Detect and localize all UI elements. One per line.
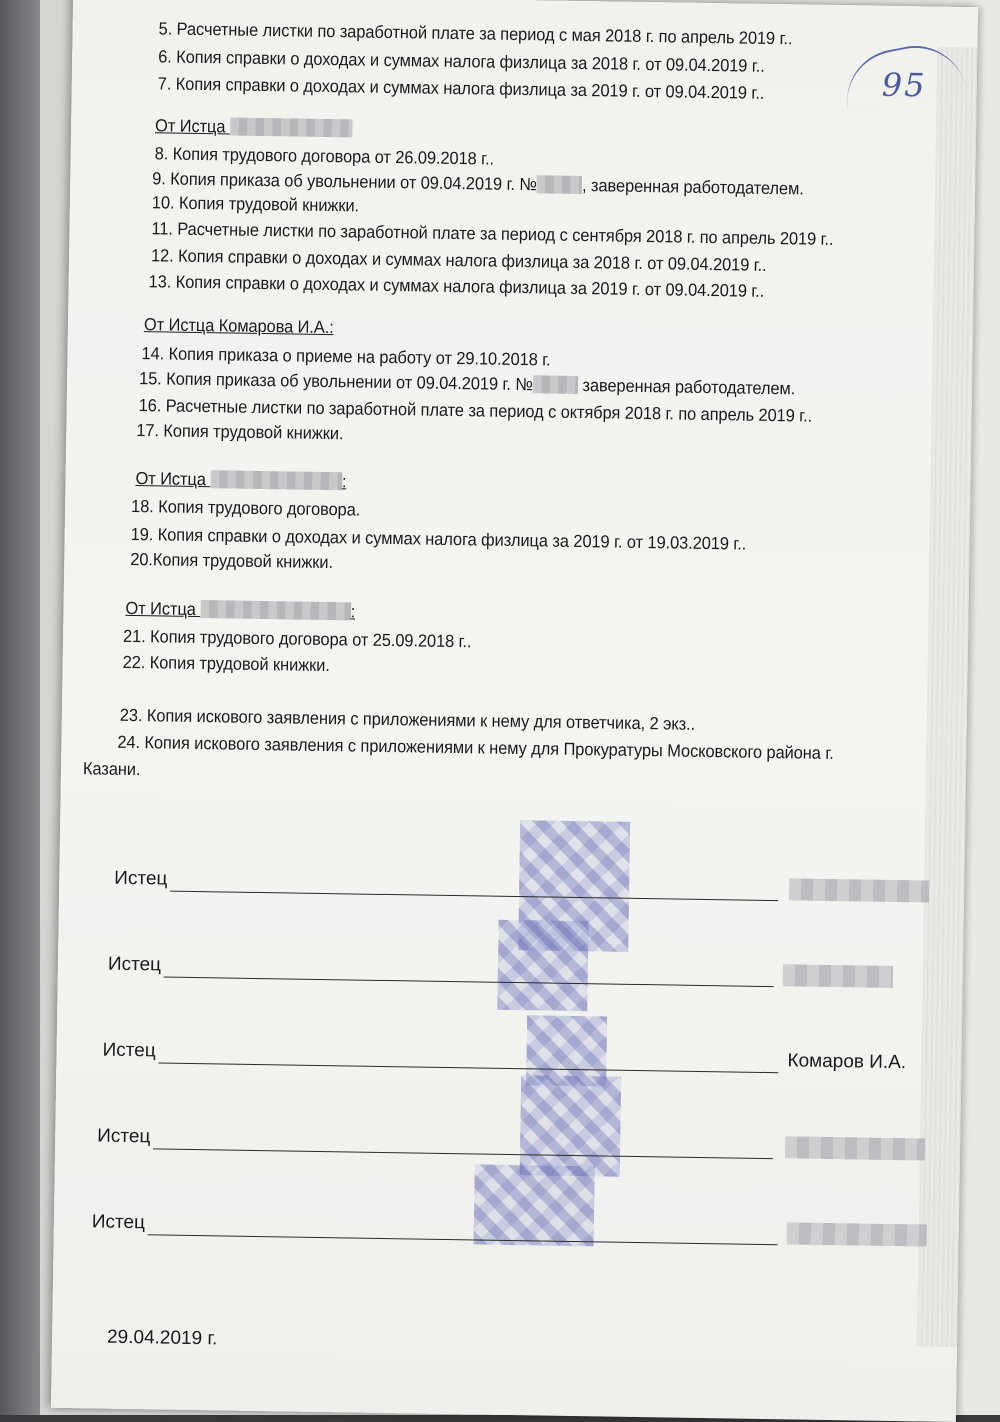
signature-line [102,1040,922,1079]
list-item: 18. Копия трудового договора. [130,495,361,520]
list-item: 5. Расчетные листки по заработной плате за период с мая 2018 г. по апрель 2019 г.. [158,18,793,49]
redacted-name [789,878,929,902]
signature-label: Истец [91,1211,146,1234]
document-date: 29.04.2019 г. [106,1326,218,1350]
list-item: 15. Копия приказа об увольнении от 09.04.2019 г. № заверенная работодателем. [138,368,796,399]
list-item: 7. Копия справки о доходах и суммах налога физлица за 2019 г. от 09.04.2019 г.. [157,73,765,103]
signature-scribble [520,1075,622,1177]
redacted-number [533,375,578,394]
redacted-name [785,1136,925,1160]
list-item: 21. Копия трудового договора от 25.09.2018 г.. [122,625,472,652]
section-header: От Истца : [135,468,347,492]
signature-rule [164,977,774,988]
redacted-name [230,117,352,137]
list-item: 8. Копия трудового договора от 26.09.2018 г.. [154,143,495,169]
signature-label: Истец [107,953,162,976]
signature-line [97,1125,917,1164]
list-item: 11. Расчетные листки по заработной плате за период с сентября 2018 г. по апрель 2019 г.. [151,218,834,249]
list-item: 19. Копия справки о доходах и суммах налога физлица за 2019 г. от 19.03.2019 г.. [130,523,747,554]
signature-label: Истец [97,1125,151,1148]
list-item: 9. Копия приказа об увольнении от 09.04.2019 г. № , заверенная работодателем. [152,168,804,199]
list-item: 24. Копия искового заявления с приложениями к нему для Прокуратуры Московского района г. [117,731,834,764]
list-item: 10. Копия трудовой книжки. [151,192,360,216]
signature-rule [158,1062,778,1073]
list-item: 13. Копия справки о доходах и суммах налога физлица за 2019 г. от 09.04.2019 г.. [148,271,765,301]
list-item: 20.Копия трудовой книжки. [130,548,334,573]
signature-label: Истец [114,867,168,890]
list-item: 17. Копия трудовой книжки. [136,420,344,444]
section-header: От Истца : [125,597,356,622]
redacted-name [787,1222,927,1246]
redacted-name [210,470,342,490]
list-item: 22. Копия трудовой книжки. [122,651,330,676]
list-item: 6. Копия справки о доходах и суммах налога физлица за 2018 г. от 09.04.2019 г.. [158,46,765,76]
signature-rule [148,1234,778,1245]
section-header: От Истца [155,115,352,139]
page-number-handwritten: 95 [881,65,927,105]
signature-label: Истец [102,1039,156,1062]
signature-rule [170,891,778,902]
redacted-name [200,600,351,620]
list-item: 16. Расчетные листки по заработной плате за период с октября 2018 г. по апрель 2019 г.. [138,395,813,426]
redacted-name [783,964,893,988]
signer-name: Комаров И.А. [787,1050,907,1074]
signature-rule [153,1148,773,1159]
redacted-number [537,175,582,194]
document-page [51,0,978,1422]
list-item: 12. Копия справки о доходах и суммах налога физлица за 2018 г. от 09.04.2019 г.. [150,245,767,275]
list-item: 23. Копия искового заявления с приложениями к нему для ответчика, 2 экз.. [119,704,696,734]
list-item: Казани. [82,758,141,780]
section-header: От Истца Комарова И.А.: [143,314,334,338]
list-item: 14. Копия приказа о приеме на работу от 29.10.2018 г. [141,343,551,370]
